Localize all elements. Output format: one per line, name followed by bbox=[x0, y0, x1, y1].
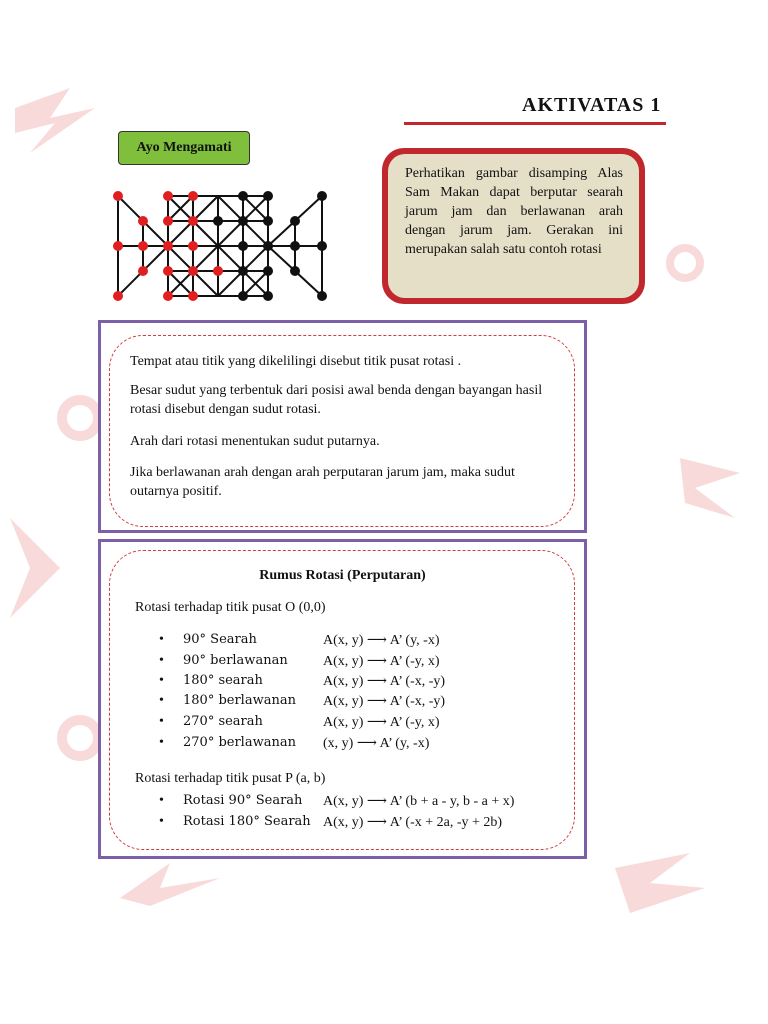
watermark-mark-icon bbox=[675, 448, 745, 528]
rule-name: Rotasi 90° Searah bbox=[183, 793, 303, 808]
rule-formula: A(x, y) ⟶ A’ (-x, -y) bbox=[323, 674, 446, 689]
formula-title: Rumus Rotasi (Perputaran) bbox=[259, 568, 426, 583]
rotation-formula-box bbox=[98, 539, 587, 859]
watermark-mark-icon bbox=[110, 858, 230, 908]
rule-name: 270° searah bbox=[183, 714, 263, 729]
origin-heading: Rotasi terhadap titik pusat O (0,0) bbox=[135, 600, 326, 615]
title-underline bbox=[404, 122, 666, 125]
watermark-mark-icon bbox=[610, 848, 710, 918]
rule-name: 180° berlawanan bbox=[183, 693, 296, 708]
rule-formula: A(x, y) ⟶ A’ (b + a - y, b - a + x) bbox=[323, 794, 515, 809]
rule-formula: (x, y) ⟶ A’ (y, -x) bbox=[323, 736, 430, 751]
bullet: • bbox=[159, 793, 164, 808]
bullet: • bbox=[159, 735, 164, 750]
bullet: • bbox=[159, 714, 164, 729]
watermark-mark-icon bbox=[10, 78, 100, 168]
bullet: • bbox=[159, 632, 164, 647]
definition-paragraph: Besar sudut yang terbentuk dari posisi awal benda dengan bayangan hasil rotasi disebut dengan sudut rotasi. bbox=[130, 383, 543, 417]
ayo-mengamati-label: Ayo Mengamati bbox=[118, 131, 250, 165]
watermark-mark-icon bbox=[10, 508, 70, 628]
rule-formula: A(x, y) ⟶ A’ (-x, -y) bbox=[323, 694, 446, 709]
rule-formula: A(x, y) ⟶ A’ (-x + 2a, -y + 2b) bbox=[323, 815, 503, 830]
rule-formula: A(x, y) ⟶ A’ (-y, x) bbox=[323, 715, 440, 730]
alas-sam-makan-board bbox=[108, 186, 332, 306]
activity-title: AKTIVATAS 1 bbox=[522, 94, 662, 116]
bullet: • bbox=[159, 673, 164, 688]
definition-paragraph: Jika berlawanan arah dengan arah perputaran jarum jam, maka sudut outarnya positif. bbox=[130, 465, 515, 499]
rotation-note-text: Perhatikan gambar disamping Alas Sam Makan dapat berputar searah jarum jam dan berlawanan arah dengan jarum jam. Gerakan ini merupakan salah satu contoh rotasi bbox=[388, 154, 639, 298]
rule-name: 270° berlawanan bbox=[183, 735, 296, 750]
rule-name: Rotasi 180° Searah bbox=[183, 814, 311, 829]
bullet: • bbox=[159, 814, 164, 829]
rule-name: 90° berlawanan bbox=[183, 653, 288, 668]
rule-formula: A(x, y) ⟶ A’ (-y, x) bbox=[323, 654, 440, 669]
point-heading: Rotasi terhadap titik pusat P (a, b) bbox=[135, 771, 326, 786]
watermark-ring-icon bbox=[660, 238, 710, 288]
definition-paragraph: Tempat atau titik yang dikelilingi disebut titik pusat rotasi . bbox=[130, 354, 462, 369]
rule-name: 90° Searah bbox=[183, 632, 257, 647]
definition-box bbox=[98, 320, 587, 533]
rule-formula: A(x, y) ⟶ A’ (y, -x) bbox=[323, 633, 440, 648]
rule-name: 180° searah bbox=[183, 673, 263, 688]
bullet: • bbox=[159, 693, 164, 708]
bullet: • bbox=[159, 653, 164, 668]
definition-paragraph: Arah dari rotasi menentukan sudut putarnya. bbox=[130, 434, 380, 449]
rotation-note-callout bbox=[382, 148, 645, 304]
